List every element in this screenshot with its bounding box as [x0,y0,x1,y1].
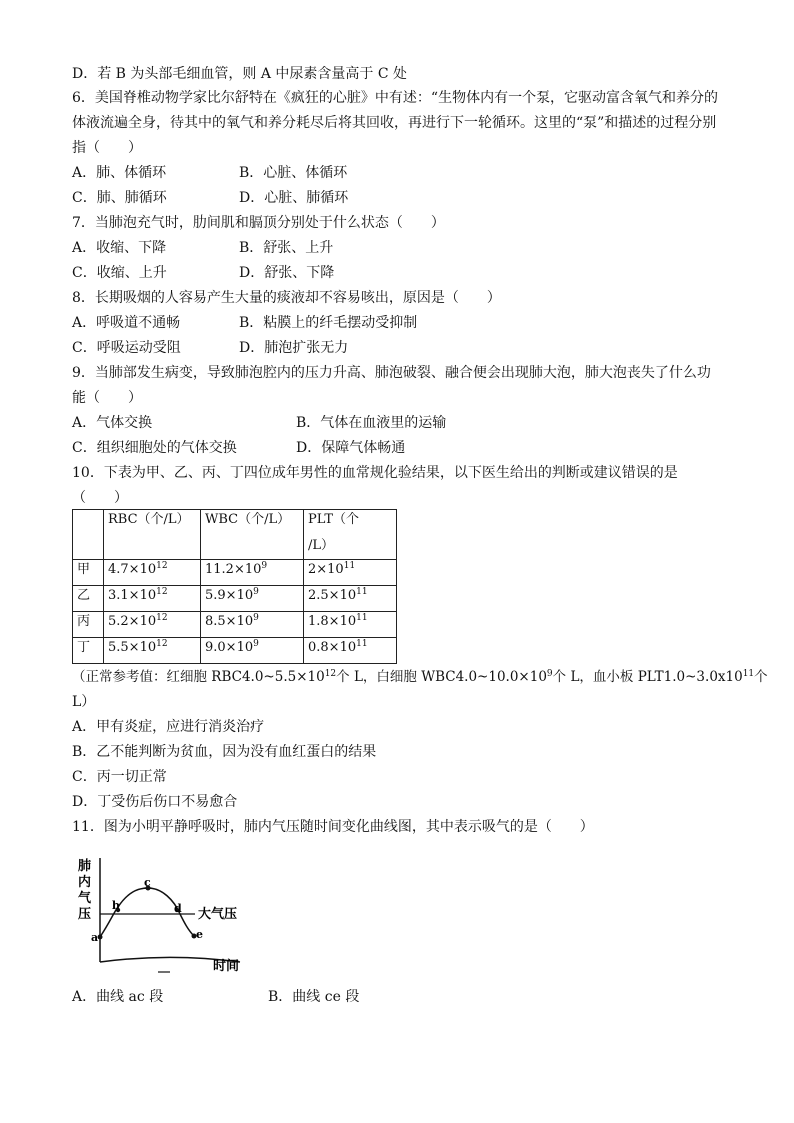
q11-option-a[interactable]: A．曲线 ac 段 [72,989,164,1005]
graph-label-d: d [174,902,182,915]
q8-option-b[interactable]: B．粘膜上的纤毛摆动受抑制 [239,315,418,331]
rbc-cell: $5.2\times 10^{12}$ [104,612,201,638]
q9-option-b[interactable]: B．气体在血液里的运输 [296,415,447,431]
q10-option-d[interactable]: D．丁受伤后伤口不易愈合 [72,794,238,810]
q10-option-a[interactable]: A．甲有炎症，应进行消炎治疗 [72,719,265,735]
q8-option-c[interactable]: C．呼吸运动受阻 [72,340,181,356]
q10-option-c[interactable]: C．丙一切正常 [72,769,167,785]
wbc-cell: $8.5\times 10^9$ [201,612,304,638]
q7-option-d[interactable]: D．舒张、下降 [239,265,335,281]
q5-option-d[interactable]: D．若 B 为头部毛细血管，则 A 中尿素含量高于 C 处 [72,66,408,82]
graph-baseline-label: 大气压 [198,907,238,922]
row-name: 乙 [73,586,104,612]
table-row [73,560,397,586]
q11-option-b[interactable]: B．曲线 ce 段 [268,989,360,1005]
q8-option-d[interactable]: D．肺泡扩张无力 [239,340,349,356]
q11-stem: 11．图为小明平静呼吸时，肺内气压随时间变化曲线图，其中表示吸气的是（ ） [72,819,594,835]
row-name: 丁 [73,638,104,664]
table-row [73,612,397,638]
lung-pressure-graph [70,850,260,980]
plt-cell: $2.5\times 10^{11}$ [304,586,397,612]
q7-option-a[interactable]: A．收缩、下降 [72,240,167,256]
q7-option-b[interactable]: B．舒张、上升 [239,240,334,256]
plt-cell: $0.8\times 10^{11}$ [304,638,397,664]
q6-stem-line3: 指（ ） [72,140,142,156]
graph-ylabel-char: 肺 [78,859,92,874]
graph-label-e: e [196,928,203,941]
wbc-cell: $9.0\times 10^9$ [201,638,304,664]
q7-option-c[interactable]: C．收缩、上升 [72,265,167,281]
q10-stem-line1: 10．下表为甲、乙、丙、丁四位成年男性的血常规化验结果，以下医生给出的判断或建议错误的是 [72,465,678,481]
table-row [73,638,397,664]
graph-label-a: a [91,931,99,944]
graph-label-c: c [144,876,151,889]
wbc-cell: $5.9\times 10^9$ [201,586,304,612]
q6-option-b[interactable]: B．心脏、体循环 [239,165,348,181]
graph-point-a [98,935,103,940]
q10-stem-line2: （ ） [72,490,128,506]
q6-option-c[interactable]: C．肺、肺循环 [72,190,167,206]
plt-cell: $1.8\times 10^{11}$ [304,612,397,638]
table-header-plt-line1: PLT（个 [308,512,359,527]
table-row [73,586,397,612]
q6-stem-line2: 体液流遍全身，待其中的氧气和养分耗尽后将其回收，再进行下一轮循环。这里的“泵”和描述的过程分别 [72,115,717,131]
q10-option-b[interactable]: B．乙不能判断为贫血，因为没有血红蛋白的结果 [72,744,377,760]
graph-xlabel: 时间 [213,959,240,974]
q9-option-a[interactable]: A．气体交换 [72,415,153,431]
rbc-cell: $5.5\times 10^{12}$ [104,638,201,664]
table-header-plt-line2: /L） [308,538,335,553]
rbc-cell: $4.7\times 10^{12}$ [104,560,201,586]
q10-reference-note-line2: L） [72,694,96,710]
plt-cell: $2\times 10^{11}$ [304,560,397,586]
graph-ylabel-char: 气 [78,891,92,906]
rbc-cell: $3.1\times 10^{12}$ [104,586,201,612]
table-header-rbc: RBC（个/L） [104,510,201,560]
q6-stem-line1: 6．美国脊椎动物学家比尔舒特在《疯狂的心脏》中有述：“生物体内有一个泵，它驱动富含氧气和养分的 [72,90,719,106]
table-header-blank [73,510,104,560]
table-header-plt [304,510,397,560]
q6-option-d[interactable]: D．心脏、肺循环 [239,190,349,206]
q6-option-a[interactable]: A．肺、体循环 [72,165,167,181]
q9-stem-line1: 9．当肺部发生病变，导致肺泡腔内的压力升高、肺泡破裂、融合便会出现肺大泡，肺大泡丧失了什么功 [72,365,711,381]
q10-reference-note-line1: （正常参考值：红细胞 $RBC4.0\sim 5.5\times 10^{12}$个 L，白细胞 $WBC4.0\sim 10.0\times 10^9$个 L，血小板 $PLT1.0\sim 3.0x10^{11}$个 [72,669,768,685]
q7-stem: 7．当肺泡充气时，肋间肌和膈顶分别处于什么状态（ ） [72,215,445,231]
row-name: 甲 [73,560,104,586]
table-header-wbc: WBC（个/L） [201,510,304,560]
q9-stem-line2: 能（ ） [72,390,142,406]
q9-option-d[interactable]: D．保障气体畅通 [296,440,406,456]
blood-test-table [72,509,397,664]
q8-option-a[interactable]: A．呼吸道不通畅 [72,315,181,331]
graph-ylabel-char: 内 [78,875,92,890]
graph-ylabel-char: 压 [78,907,92,922]
graph-label-b: b [112,899,120,912]
row-name: 丙 [73,612,104,638]
q9-option-c[interactable]: C．组织细胞处的气体交换 [72,440,237,456]
table-header-row [73,510,397,560]
wbc-cell: $11.2\times 10^9$ [201,560,304,586]
q8-stem: 8．长期吸烟的人容易产生大量的痰液却不容易咳出，原因是（ ） [72,290,501,306]
